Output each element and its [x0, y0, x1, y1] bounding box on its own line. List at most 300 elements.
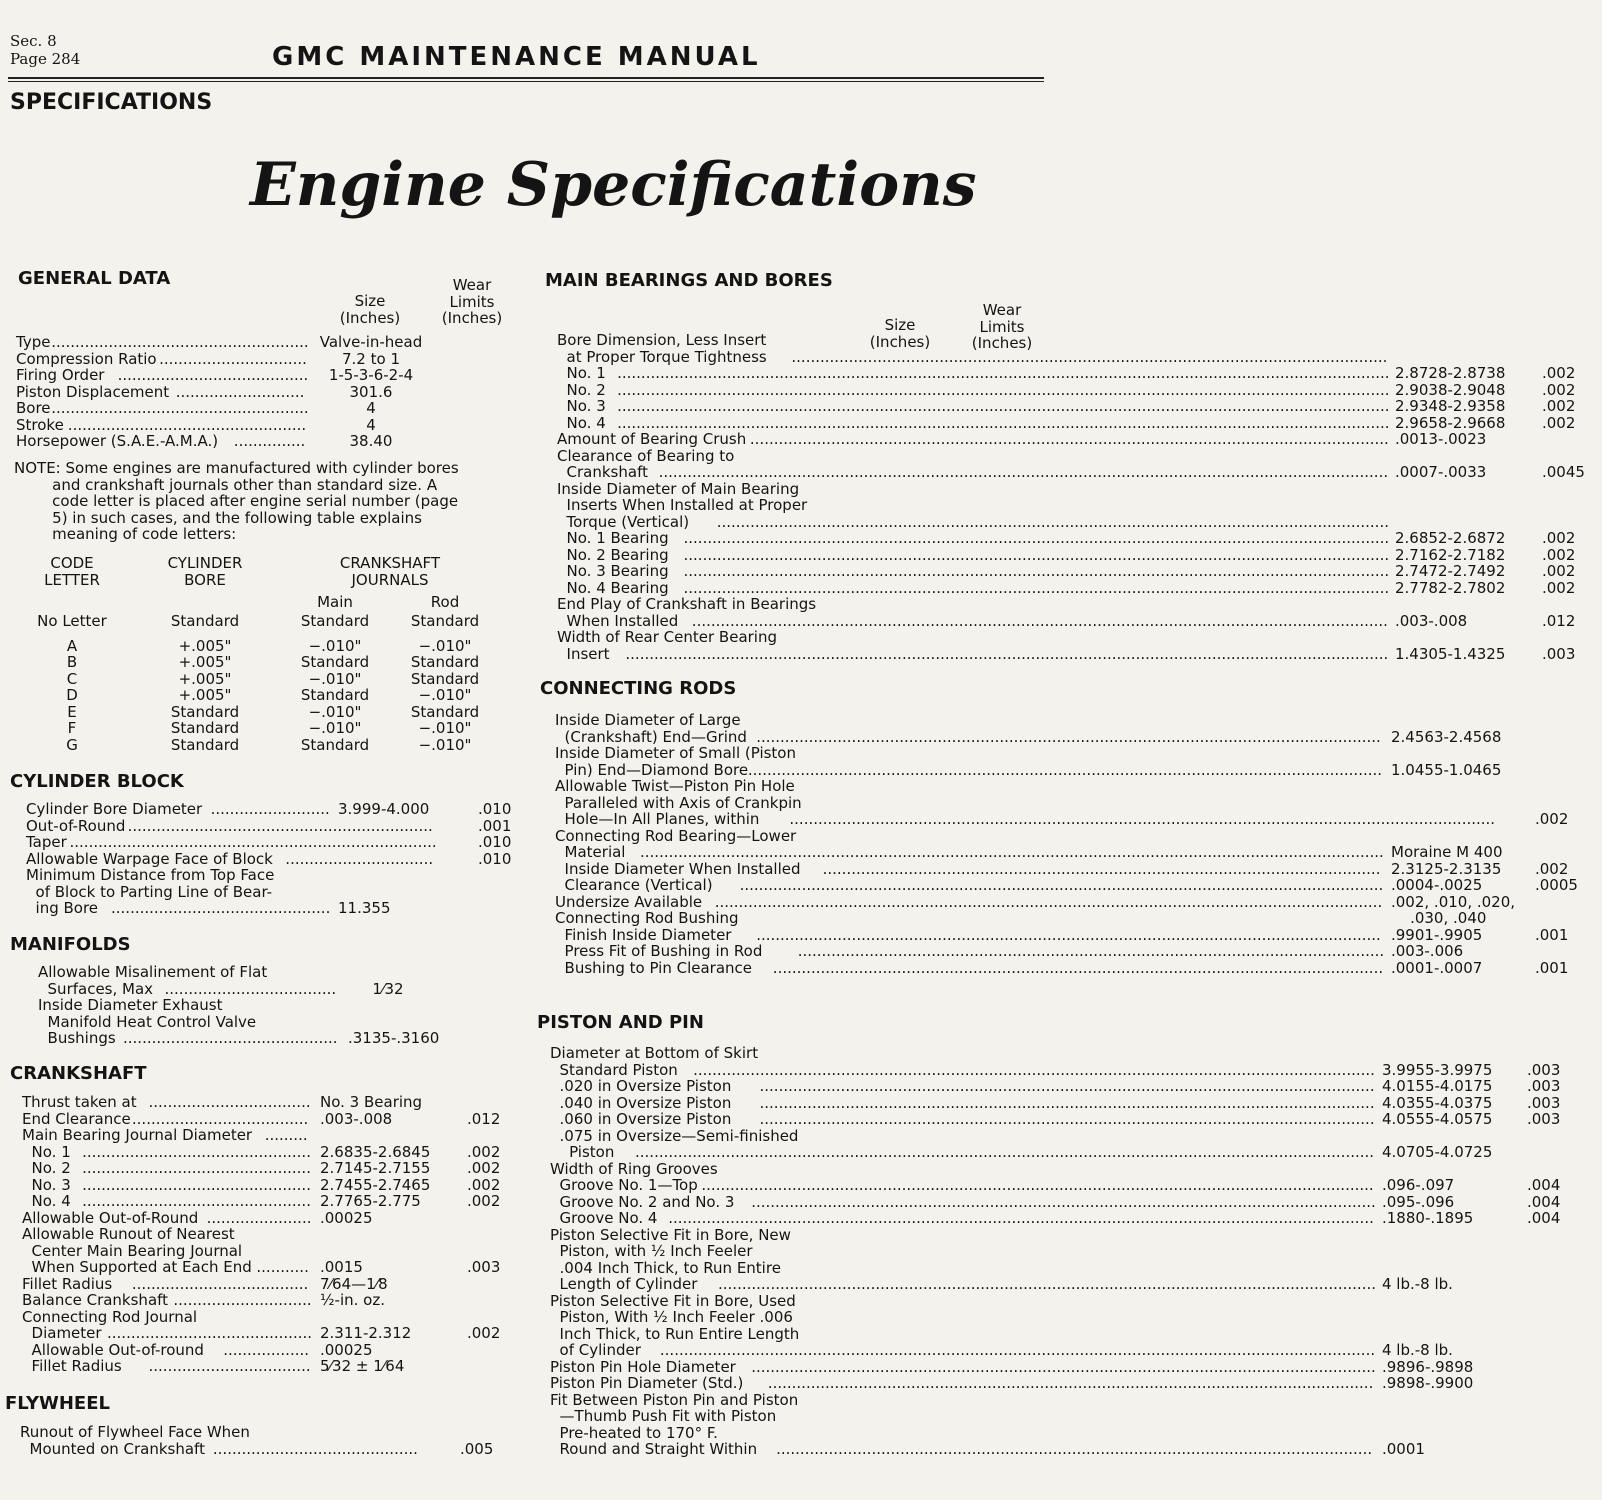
cylinder-bore-header: CYLINDER BORE: [167, 554, 243, 589]
code-cell-bore: Standard: [170, 719, 240, 737]
spec-row: [550, 1078, 1587, 1095]
code-cell-bore: Standard: [170, 612, 240, 630]
dot-leader: ...............................: [285, 849, 434, 868]
spec-value: 4.0705-4.0725: [1382, 1143, 1493, 1161]
spec-label: Connecting Rod Bushing Finish Inside Diameter: [555, 909, 739, 944]
spec-row: [22, 1160, 527, 1177]
spec-label: Minimum Distance from Top Face of Block to Parting Line of Bear- ing Bore: [26, 866, 275, 917]
spec-value: 2.8728-2.8738: [1395, 364, 1506, 382]
code-letter-header: CODE LETTER: [44, 554, 100, 589]
spec-row: [555, 778, 1595, 828]
main-bearings-heading: MAIN BEARINGS AND BORES: [545, 270, 833, 291]
spec-value: 1.0455-1.0465: [1391, 760, 1502, 779]
code-cell-code: F: [67, 719, 77, 737]
spec-label: No. 3: [22, 1175, 71, 1194]
spec-value: 2.4563-2.4568: [1391, 727, 1502, 746]
spec-value: .9896-.9898: [1382, 1357, 1474, 1376]
spec-wear-limit: .0045: [1542, 463, 1585, 481]
spec-label: No. 4 Bearing: [557, 578, 669, 597]
spec-row: [16, 351, 516, 368]
spec-wear-limit: .001: [1535, 925, 1569, 944]
spec-label: Groove No. 4: [550, 1209, 658, 1227]
spec-row: [22, 1309, 527, 1342]
spec-label: Undersize Available: [555, 892, 703, 911]
spec-wear-limit: .012: [467, 1109, 501, 1128]
spec-label: Fillet Radius: [22, 1357, 122, 1375]
spec-row: [550, 1111, 1587, 1128]
spec-wear-limit: .004: [1527, 1209, 1561, 1227]
spec-row: [557, 431, 1602, 448]
dot-leader: .............................................................................: [69, 833, 437, 851]
dot-leader: ...........................: [175, 382, 305, 401]
dot-leader: ...........................................: [107, 1324, 313, 1342]
dot-leader: ............................................................................................................................................................: [640, 843, 1384, 861]
spec-value: .095-.096: [1382, 1192, 1455, 1211]
spec-row: [555, 745, 1595, 778]
spec-label: Allowable Twist—Piston Pin Hole Paralleled with Axis of Crankpin Hole—In All Planes, within: [555, 777, 802, 828]
flywheel-heading: FLYWHEEL: [5, 1393, 110, 1414]
spec-row: [557, 530, 1602, 547]
spec-row: [550, 1045, 1587, 1078]
spec-value: 2.6835-2.6845: [320, 1142, 431, 1161]
spec-label: Out-of-Round: [26, 816, 126, 835]
spec-label: End Clearance: [22, 1109, 131, 1128]
spec-row: [20, 1424, 520, 1457]
dot-leader: .....................................: [131, 1274, 309, 1293]
spec-row: [16, 367, 516, 384]
engine-specifications-title: Engine Specifications: [250, 150, 977, 220]
spec-label: .075 in Oversize—Semi-finished Piston: [559, 1126, 799, 1161]
dot-leader: ....................................................................................................................................................: [683, 529, 1390, 547]
spec-label: Piston Pin Hole Diameter: [550, 1357, 736, 1376]
code-cell-rod: Standard: [410, 653, 480, 671]
dot-leader: ....................................................................................................................................................: [683, 578, 1390, 597]
spec-value: .0007-.0033: [1395, 463, 1487, 481]
code-cell-rod: Standard: [410, 669, 480, 688]
code-cell-bore: Standard: [170, 702, 240, 721]
spec-row: [550, 1128, 1587, 1161]
dot-leader: ..................: [223, 1340, 310, 1359]
spec-value: Valve-in-head: [319, 333, 423, 351]
spec-label: Bore Dimension, Less Insert at Proper Torque Tightness: [557, 331, 767, 366]
spec-value: .1880-.1895: [1382, 1209, 1474, 1227]
spec-value: 4.0355-4.0375: [1382, 1093, 1493, 1112]
spec-value: 4 lb.-8 lb.: [1382, 1341, 1453, 1359]
dot-leader: .........................................................................................................................................................: [658, 463, 1389, 481]
dot-leader: ..................................................................................................................................................................: [617, 413, 1390, 432]
code-cell-bore: +.005": [178, 636, 232, 655]
spec-wear-limit: .002: [1542, 397, 1576, 415]
dot-leader: ...................................................................................................................................: [756, 727, 1381, 746]
dot-leader: ..................................................................................................................................................: [691, 611, 1388, 630]
spec-wear-limit: .003: [1527, 1060, 1561, 1079]
dot-leader: ...........: [256, 1258, 309, 1276]
piston-pin-heading: PISTON AND PIN: [537, 1012, 704, 1033]
spec-label: Inside Diameter Exhaust Manifold Heat Control Valve Bushings: [38, 996, 257, 1047]
spec-wear-limit: .004: [1527, 1176, 1561, 1194]
spec-wear-limit: .010: [478, 849, 512, 868]
spec-label: .020 in Oversize Piston: [550, 1077, 732, 1095]
spec-wear-limit: .003: [467, 1258, 501, 1276]
spec-row: [16, 400, 516, 417]
spec-wear-limit: .002: [1535, 810, 1569, 828]
dot-leader: ..........................................................................................................................................: [718, 1275, 1376, 1293]
spec-wear-limit: .002: [1542, 364, 1576, 382]
spec-row: [557, 448, 1602, 481]
spec-label: Bore: [16, 399, 51, 417]
spec-value: 2.7765-2.775: [320, 1192, 421, 1210]
spec-value: 3.9955-3.9975: [1382, 1060, 1493, 1079]
general-data-heading: GENERAL DATA: [18, 268, 171, 289]
spec-value: .002, .010, .020, .030, .040: [1391, 892, 1516, 927]
code-cell-code: No Letter: [37, 612, 107, 630]
dot-leader: .................................................................................................................................: [759, 1110, 1375, 1128]
spec-row: [16, 433, 516, 450]
spec-row: [22, 1127, 527, 1144]
dot-leader: ..................................: [148, 1093, 311, 1111]
dot-leader: .............................................................................................................................................: [716, 512, 1389, 531]
code-cell-bore: +.005": [178, 686, 232, 704]
spec-label: Piston Displacement: [16, 382, 170, 401]
spec-wear-limit: .002: [1542, 578, 1576, 597]
spec-value: .0001: [1382, 1440, 1425, 1458]
code-cell-main: Standard: [300, 686, 370, 704]
spec-value: .0013-.0023: [1395, 430, 1487, 448]
spec-row: [22, 1177, 527, 1194]
dot-leader: ................................................: [82, 1192, 311, 1210]
spec-wear-limit: .002: [467, 1324, 501, 1342]
spec-value: 7.2 to 1: [342, 349, 400, 368]
dot-leader: ...........................................: [212, 1439, 418, 1458]
spec-value: .003-.008: [320, 1109, 393, 1128]
dot-leader: ...........................................................................................................................: [797, 942, 1385, 960]
spec-row: [22, 1094, 527, 1111]
spec-row: [557, 563, 1602, 580]
crankshaft-heading: CRANKSHAFT: [10, 1063, 147, 1084]
spec-wear-limit: .002: [1542, 562, 1576, 580]
spec-row: [550, 1293, 1587, 1359]
spec-value: 2.7455-2.7465: [320, 1175, 431, 1194]
spec-value: 4 lb.-8 lb.: [1382, 1275, 1453, 1293]
spec-row: [557, 415, 1602, 432]
spec-label: Amount of Bearing Crush: [557, 430, 747, 448]
spec-value: 3.999-4.000: [338, 800, 430, 818]
spec-row: [26, 867, 538, 917]
spec-label: End Play of Crankshaft in Bearings When Installed: [557, 595, 817, 630]
spec-label: Compression Ratio: [16, 349, 157, 368]
dot-leader: ....................................................................................................................................................: [683, 562, 1390, 580]
spec-row: [26, 851, 538, 868]
spec-label: Connecting Rod Journal Diameter: [22, 1307, 198, 1342]
code-cell-main: Standard: [300, 735, 370, 754]
spec-wear-limit: .004: [1527, 1192, 1561, 1211]
spec-label: Cylinder Bore Diameter: [26, 800, 203, 818]
spec-row: [555, 861, 1595, 878]
spec-label: No. 2: [557, 380, 606, 399]
spec-value: 38.40: [349, 432, 393, 450]
spec-label: Clearance of Bearing to Crankshaft: [557, 446, 735, 481]
spec-value: 2.7162-2.7182: [1395, 545, 1506, 564]
spec-value: 2.9658-2.9668: [1395, 413, 1506, 432]
spec-label: Inside Diameter When Installed: [555, 859, 801, 878]
spec-label: Allowable Out-of-Round: [22, 1208, 199, 1227]
spec-value: .00025: [320, 1208, 373, 1227]
spec-row: [22, 1193, 527, 1210]
spec-value: Moraine M 400: [1391, 843, 1503, 861]
code-cell-rod: −.010": [418, 686, 472, 704]
spec-value: 7⁄64—1⁄8: [320, 1274, 388, 1293]
connecting-rods-heading: CONNECTING RODS: [540, 678, 737, 699]
header-rule: [8, 77, 1044, 79]
dot-leader: .................................................................................................................................: [759, 1093, 1375, 1112]
spec-row: [22, 1358, 527, 1375]
spec-value: 4.0155-4.0175: [1382, 1077, 1493, 1095]
spec-row: [557, 629, 1602, 662]
spec-label: Inside Diameter of Small (Piston Pin) End—Diamond Bore: [555, 744, 796, 779]
dot-leader: ...............................................................................................................................: [767, 1374, 1374, 1392]
spec-label: No. 4: [22, 1192, 71, 1210]
spec-row: [557, 580, 1602, 597]
dot-leader: .............................................: [123, 1029, 338, 1047]
spec-row: [26, 834, 538, 851]
spec-label: No. 1: [557, 364, 606, 382]
spec-row: [555, 877, 1595, 894]
spec-row: [22, 1276, 527, 1293]
spec-row: [26, 818, 538, 835]
spec-wear-limit: .002: [1542, 545, 1576, 564]
dot-leader: ....................................................................................................................................................: [789, 810, 1496, 828]
code-cell-code: A: [66, 636, 78, 655]
spec-value: 1-5-3-6-2-4: [328, 366, 414, 384]
dot-leader: ......................................................: [51, 333, 309, 351]
dot-leader: ................................................................................................................................: [772, 958, 1384, 977]
spec-wear-limit: .010: [478, 800, 512, 818]
spec-value: .0015: [320, 1258, 363, 1276]
spec-wear-limit: .002: [1542, 380, 1576, 399]
cylinder-block-heading: CYLINDER BLOCK: [10, 771, 184, 792]
spec-value: .9901-.9905: [1391, 925, 1483, 944]
dot-leader: .............................................................................................................................: [776, 1440, 1373, 1458]
section-number: Sec. 8 Page 284: [10, 32, 81, 68]
dot-leader: ............................................................................................................................................: [714, 892, 1383, 911]
specifications-heading: SPECIFICATIONS: [10, 90, 213, 115]
spec-value: .0004-.0025: [1391, 876, 1483, 894]
spec-value: 301.6: [349, 382, 393, 401]
spec-row: [555, 943, 1595, 960]
dot-leader: ....................................................................................................................................................: [668, 1209, 1374, 1227]
spec-label: No. 2: [22, 1159, 71, 1177]
spec-wear-limit: .003: [1527, 1077, 1561, 1095]
spec-row: [557, 596, 1602, 629]
spec-wear-limit: .005: [460, 1439, 494, 1458]
header-rule-thin: [8, 81, 1044, 82]
dot-leader: .....................................: [131, 1109, 309, 1128]
code-cell-code: C: [66, 669, 78, 688]
spec-row: [555, 910, 1595, 943]
spec-label: Allowable Out-of-round: [22, 1340, 204, 1359]
general-note: NOTE: Some engines are manufactured with cylinder bores and crankshaft journals other than standard size. A code letter is placed after engine serial number (page 5) in such cases, and the following table explains meaning of code letters:: [14, 459, 459, 543]
spec-row: [550, 1161, 1587, 1194]
spec-value: 1.4305-1.4325: [1395, 644, 1506, 663]
spec-value: 11.355: [338, 899, 391, 917]
spec-row: [22, 1210, 527, 1227]
dot-leader: ................................................................: [127, 816, 433, 835]
general-wear-col-header: Wear Limits (Inches): [441, 276, 503, 327]
spec-value: 2.3125-2.3135: [1391, 859, 1502, 878]
code-cell-bore: +.005": [178, 669, 232, 688]
spec-value: 2.9038-2.9048: [1395, 380, 1506, 399]
spec-wear-limit: .002: [1542, 529, 1576, 547]
spec-wear-limit: .002: [467, 1159, 501, 1177]
spec-value: 2.7782-2.7802: [1395, 578, 1506, 597]
spec-value: 2.6852-2.6872: [1395, 529, 1506, 547]
spec-row: [557, 365, 1602, 382]
spec-row: [550, 1210, 1587, 1227]
spec-label: Balance Crankshaft: [22, 1291, 169, 1309]
spec-row: [557, 382, 1602, 399]
spec-value: 4: [366, 415, 376, 434]
dot-leader: ................................................: [82, 1142, 311, 1161]
manifolds-heading: MANIFOLDS: [10, 934, 131, 955]
dot-leader: .....................................................................................................................................: [747, 760, 1383, 779]
spec-label: No. 3 Bearing: [557, 562, 669, 580]
dot-leader: .............................................................................................................................: [791, 347, 1388, 366]
spec-row: [22, 1111, 527, 1128]
spec-label: Allowable Runout of Nearest Center Main Bearing Journal When Supported at Each End: [22, 1225, 252, 1276]
spec-row: [16, 384, 516, 401]
spec-wear-limit: .012: [1542, 611, 1576, 630]
spec-wear-limit: .003: [1542, 644, 1576, 663]
spec-label: Runout of Flywheel Face When Mounted on Crankshaft: [20, 1423, 250, 1458]
spec-label: Allowable Warpage Face of Block: [26, 849, 273, 868]
spec-wear-limit: .002: [467, 1142, 501, 1161]
spec-row: [557, 481, 1602, 531]
dot-leader: ................................................................................................................................................................: [625, 644, 1389, 663]
code-cell-rod: Standard: [410, 612, 480, 630]
spec-label: Stroke: [16, 415, 64, 434]
dot-leader: ...............: [233, 432, 306, 450]
code-cell-main: −.010": [308, 669, 362, 688]
spec-row: [26, 801, 538, 818]
code-cell-main: Standard: [300, 612, 370, 630]
spec-wear-limit: .001: [478, 816, 512, 835]
spec-wear-limit: .002: [467, 1175, 501, 1194]
spec-value: .3135-.3160: [348, 1029, 440, 1047]
spec-label: Groove No. 2 and No. 3: [550, 1192, 735, 1211]
spec-row: [38, 964, 550, 997]
dot-leader: ................................................: [82, 1175, 311, 1194]
spec-value: 1⁄32: [372, 979, 404, 998]
main-bearings-wear-col-header: Wear Limits (Inches): [971, 301, 1033, 352]
code-cell-rod: −.010": [418, 719, 472, 737]
spec-label: Clearance (Vertical): [555, 876, 713, 894]
dot-leader: ......................................................................................................................................: [749, 430, 1389, 448]
code-cell-code: D: [66, 686, 78, 704]
spec-label: No. 2 Bearing: [557, 545, 669, 564]
dot-leader: ..................................................................................................................................................................: [617, 380, 1390, 399]
spec-row: [557, 398, 1602, 415]
dot-leader: ...............................................................................................................................................: [693, 1060, 1375, 1079]
dot-leader: .......................................................................................................................................: [739, 876, 1384, 894]
code-cell-rod: −.010": [418, 735, 472, 754]
dot-leader: ..............................................: [111, 899, 331, 917]
spec-wear-limit: .002: [1542, 413, 1576, 432]
spec-value: .0001-.0007: [1391, 958, 1483, 977]
spec-wear-limit: .002: [467, 1192, 501, 1210]
spec-label: Diameter at Bottom of Skirt Standard Piston: [550, 1044, 759, 1079]
manual-title: GMC MAINTENANCE MANUAL: [272, 42, 761, 72]
spec-value: No. 3 Bearing: [320, 1093, 423, 1111]
code-cell-code: G: [66, 735, 78, 754]
code-cell-main: −.010": [308, 636, 362, 655]
main-header: Main: [317, 593, 353, 611]
code-cell-code: E: [67, 702, 77, 721]
spec-wear-limit: .0005: [1535, 876, 1578, 894]
dot-leader: ...............................: [159, 349, 307, 368]
dot-leader: ...................................................................................................................................: [751, 1192, 1376, 1211]
dot-leader: ...................................................................................................................................: [751, 1357, 1376, 1376]
dot-leader: .........................: [210, 800, 330, 818]
spec-row: [550, 1194, 1587, 1211]
spec-label: .040 in Oversize Piston: [550, 1093, 732, 1112]
spec-row: [550, 1375, 1587, 1392]
code-cell-main: Standard: [300, 653, 370, 671]
spec-value: 2.7472-2.7492: [1395, 562, 1506, 580]
dot-leader: ....................................: [164, 979, 337, 998]
dot-leader: ..................................................................................................................................................................: [617, 397, 1390, 415]
dot-leader: ...........................................................................................................................................................: [635, 1143, 1375, 1161]
dot-leader: ..................................................: [67, 415, 307, 434]
dot-leader: ......................................................................................................................................................: [659, 1341, 1376, 1359]
spec-wear-limit: .003: [1527, 1110, 1561, 1128]
spec-label: Piston Selective Fit in Bore, Used Piston, With ½ Inch Feeler .006 Inch Thick, to Run Entire Length of Cylinder: [550, 1291, 800, 1359]
spec-label: Inside Diameter of Large (Crankshaft) End—Grind: [555, 711, 747, 746]
spec-row: [550, 1227, 1587, 1293]
main-bearings-size-col-header: Size (Inches): [869, 316, 931, 351]
general-size-col-header: Size (Inches): [339, 292, 401, 327]
spec-row: [22, 1226, 527, 1276]
dot-leader: ...................................................................................................................................: [756, 925, 1381, 944]
spec-value: 4: [366, 399, 376, 417]
spec-label: Width of Rear Center Bearing Insert: [557, 628, 778, 663]
dot-leader: ..................................................................................................................................................................: [617, 364, 1390, 382]
spec-row: [555, 712, 1595, 745]
code-cell-code: B: [66, 653, 78, 671]
code-cell-rod: −.010": [418, 636, 472, 655]
spec-row: [22, 1342, 527, 1359]
code-cell-bore: +.005": [178, 653, 232, 671]
spec-label: No. 1: [22, 1142, 71, 1161]
spec-wear-limit: .003: [1527, 1093, 1561, 1112]
spec-label: Connecting Rod Bearing—Lower Material: [555, 826, 797, 861]
crankshaft-journals-header: CRANKSHAFT JOURNALS: [339, 554, 441, 589]
spec-label: .060 in Oversize Piston: [550, 1110, 732, 1128]
dot-leader: ....................................................................................................................................................: [683, 545, 1390, 564]
code-cell-main: −.010": [308, 702, 362, 721]
spec-label: Main Bearing Journal Diameter: [22, 1126, 253, 1144]
spec-row: [22, 1292, 527, 1309]
dot-leader: ..................................: [148, 1357, 311, 1375]
spec-row: [555, 828, 1595, 861]
spec-row: [16, 417, 516, 434]
code-cell-rod: Standard: [410, 702, 480, 721]
dot-leader: .....................................................................................................................: [822, 859, 1381, 878]
dot-leader: ......................................................: [51, 399, 309, 417]
spec-label: Fit Between Piston Pin and Piston —Thumb Push Fit with Piston Pre-heated to 170° F. Round and Straight Within: [550, 1390, 799, 1458]
spec-label: Type: [16, 333, 51, 351]
spec-wear-limit: .001: [1535, 958, 1569, 977]
spec-label: Piston Selective Fit in Bore, New Piston, with ½ Inch Feeler .004 Inch Thick, to Run Entire Length of Cylinder: [550, 1225, 791, 1293]
